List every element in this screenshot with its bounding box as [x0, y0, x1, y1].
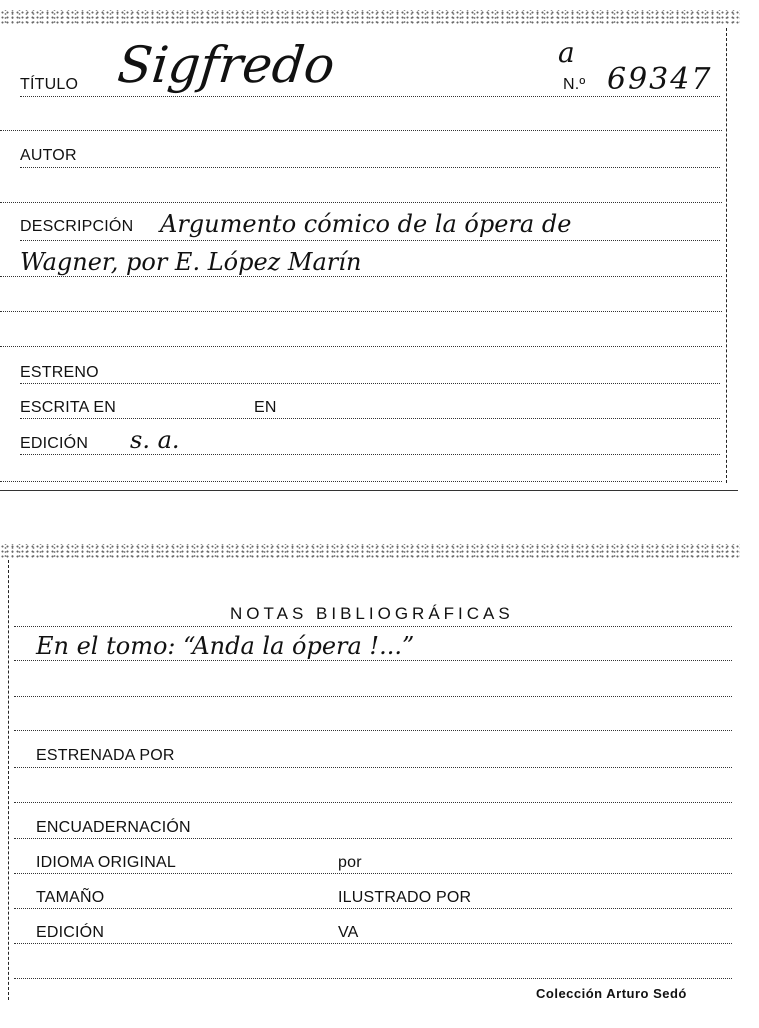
numero-superscript: a: [558, 36, 575, 69]
nota-value: En el tomo: “Anda la ópera !...”: [36, 632, 415, 660]
rule-line: [0, 202, 722, 203]
rule-line: [0, 346, 722, 347]
idioma-line: [14, 873, 732, 874]
catalog-card-bottom: [0, 540, 740, 1028]
coleccion-footer: Colección Arturo Sedó: [536, 986, 687, 1001]
encuadernacion-line: [14, 838, 732, 839]
rule-line: [14, 730, 732, 731]
numero-value: 69347: [607, 62, 713, 97]
edicion-label-bottom: EDICIÓN: [36, 924, 105, 941]
card-left-border: [8, 560, 9, 1000]
descripcion-label: DESCRIPCIÓN: [20, 218, 134, 235]
rule-line: [0, 311, 722, 312]
tamano-label: TAMAÑO: [36, 889, 105, 906]
titulo-label: TÍTULO: [20, 76, 79, 93]
rule-line: [0, 481, 722, 482]
rule-line: [0, 130, 722, 131]
estreno-line: [20, 383, 720, 384]
edicion-line: [20, 454, 720, 455]
estrenada-line: [14, 767, 732, 768]
autor-line: [20, 167, 720, 168]
descripcion-line1: Argumento cómico de la ópera de: [160, 210, 572, 238]
notas-line: [14, 626, 732, 627]
rule-line: [14, 802, 732, 803]
descripcion-line2: Wagner, por E. López Marín: [20, 248, 362, 276]
descripcion-line: [20, 240, 720, 241]
card-bottom-edge-noise: [0, 544, 740, 558]
card-top-edge-noise: [0, 10, 740, 24]
va-label: VA: [338, 924, 359, 941]
titulo-value: Sigfredo: [114, 36, 338, 94]
ilustrado-por-label: ILUSTRADO POR: [338, 889, 472, 906]
edicion-label: EDICIÓN: [20, 435, 89, 452]
en-label: EN: [254, 399, 277, 416]
encuadernacion-label: ENCUADERNACIÓN: [36, 819, 191, 836]
por-label: por: [338, 854, 362, 871]
card-bottom-border: [0, 490, 738, 491]
catalog-card-top: [0, 0, 740, 492]
escrita-line: [20, 418, 720, 419]
rule-line: [14, 660, 732, 661]
estreno-label: ESTRENO: [20, 364, 99, 381]
estrenada-por-label: ESTRENADA POR: [36, 747, 175, 764]
edicion-value: s. a.: [130, 426, 180, 454]
card-right-border: [726, 28, 727, 483]
tamano-line: [14, 908, 732, 909]
titulo-line: [20, 96, 720, 97]
escrita-en-label: ESCRITA EN: [20, 399, 116, 416]
idioma-original-label: IDIOMA ORIGINAL: [36, 854, 176, 871]
rule-line: [14, 978, 732, 979]
rule-line: [0, 276, 722, 277]
autor-label: AUTOR: [20, 147, 77, 164]
notas-heading: NOTAS BIBLIOGRÁFICAS: [230, 604, 514, 623]
edicion-line-bottom: [14, 943, 732, 944]
numero-label: N.º: [563, 76, 586, 93]
rule-line: [14, 696, 732, 697]
